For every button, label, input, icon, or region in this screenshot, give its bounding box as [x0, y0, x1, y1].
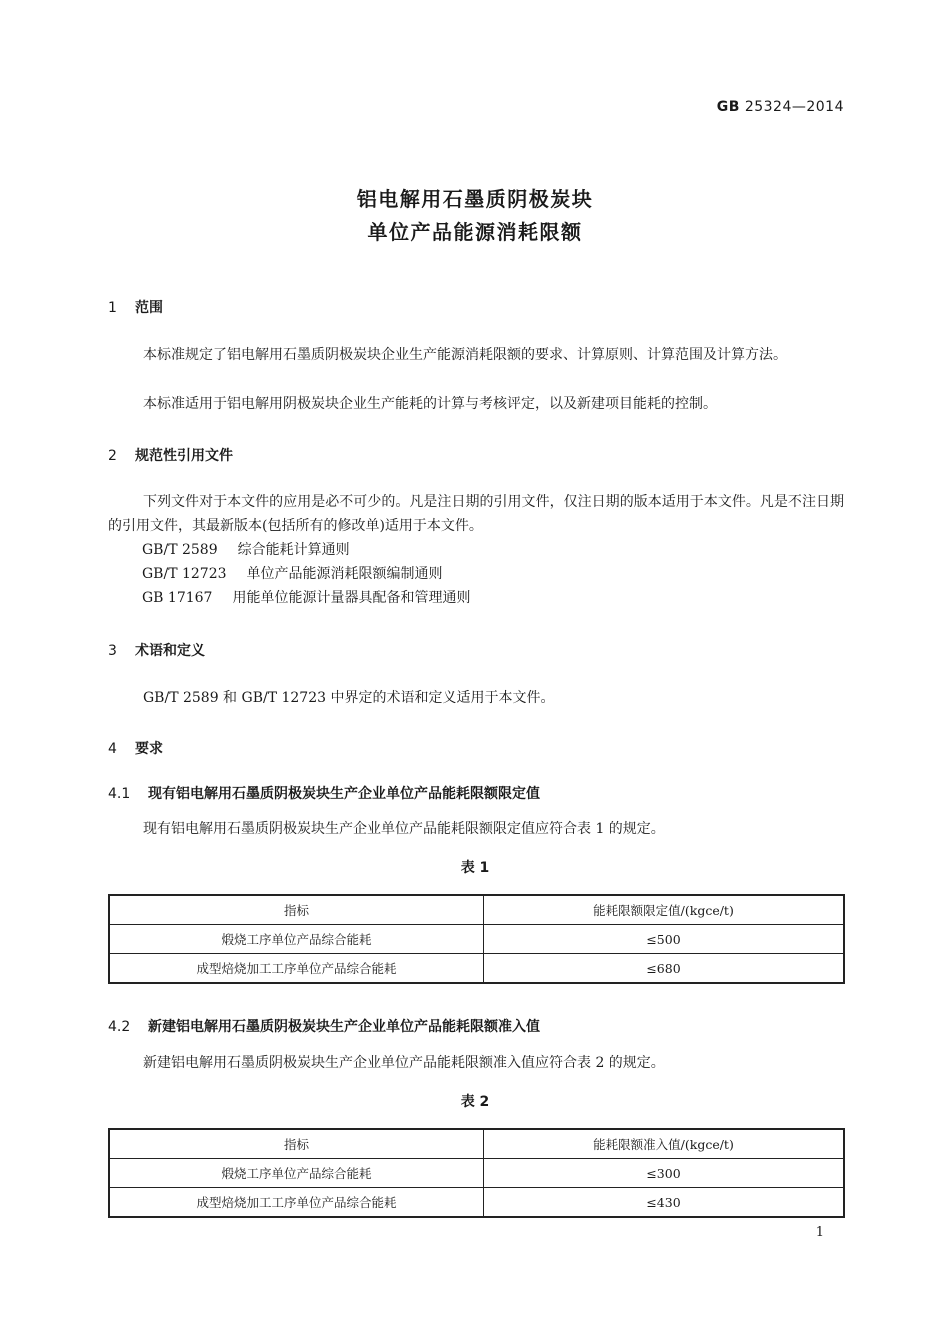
standard-number: GB 25324—2014 — [716, 99, 844, 115]
table-header-cell: 指标 — [109, 1129, 484, 1159]
table-header-cell: 能耗限额限定值/(kgce/t) — [484, 895, 845, 925]
table-header-row — [109, 1129, 844, 1159]
table-cell: 煅烧工序单位产品综合能耗 — [109, 925, 484, 954]
doc-title-line1: 铝电解用石墨质阴极炭块 — [356, 187, 594, 211]
table-row — [109, 925, 844, 954]
table-header-cell: 指标 — [109, 895, 484, 925]
section-2-para-1: 下列文件对于本文件的应用是必不可少的。凡是注日期的引用文件，仅注日期的版本适用于本文件。凡是不注日期的引用文件，其最新版本(包括所有的修改单)适用于本文件。 — [108, 494, 844, 534]
reference-item: GB/T 12723 单位产品能源消耗限额编制通则 — [142, 566, 443, 582]
section-1-para-2: 本标准适用于铝电解用阴极炭块企业生产能耗的计算与考核评定，以及新建项目能耗的控制。 — [143, 396, 717, 412]
table-1 — [108, 894, 845, 984]
table-cell: ≤430 — [484, 1188, 845, 1218]
section-4-2-para: 新建铝电解用石墨质阴极炭块生产企业单位产品能耗限额准入值应符合表 2 的规定。 — [143, 1055, 665, 1071]
table-row — [109, 1188, 844, 1218]
table-cell: ≤500 — [484, 925, 845, 954]
table-2-caption: 表 2 — [460, 1094, 490, 1110]
section-3-heading: 3 术语和定义 — [108, 643, 205, 659]
table-cell: ≤680 — [484, 954, 845, 984]
table-cell: 煅烧工序单位产品综合能耗 — [109, 1159, 484, 1188]
table-row — [109, 954, 844, 984]
section-3-para-1: GB/T 2589 和 GB/T 12723 中界定的术语和定义适用于本文件。 — [143, 690, 555, 706]
table-row — [109, 1159, 844, 1188]
table-cell: ≤300 — [484, 1159, 845, 1188]
section-4-1-para: 现有铝电解用石墨质阴极炭块生产企业单位产品能耗限额限定值应符合表 1 的规定。 — [143, 821, 665, 837]
page-number: 1 — [815, 1225, 824, 1240]
doc-title-line2: 单位产品能源消耗限额 — [367, 220, 583, 244]
section-4-1-heading: 4.1 现有铝电解用石墨质阴极炭块生产企业单位产品能耗限额限定值 — [108, 786, 540, 802]
table-1-caption: 表 1 — [460, 860, 490, 876]
table-cell: 成型焙烧加工工序单位产品综合能耗 — [109, 1188, 484, 1218]
table-2 — [108, 1128, 845, 1218]
table-cell: 成型焙烧加工工序单位产品综合能耗 — [109, 954, 484, 984]
section-2-heading: 2 规范性引用文件 — [108, 448, 233, 464]
section-4-heading: 4 要求 — [108, 741, 163, 757]
table-header-cell: 能耗限额准入值/(kgce/t) — [484, 1129, 845, 1159]
table-header-row — [109, 895, 844, 925]
section-4-2-heading: 4.2 新建铝电解用石墨质阴极炭块生产企业单位产品能耗限额准入值 — [108, 1019, 540, 1035]
reference-item: GB 17167 用能单位能源计量器具配备和管理通则 — [142, 590, 471, 606]
section-1-heading: 1 范围 — [108, 300, 163, 316]
reference-item: GB/T 2589 综合能耗计算通则 — [142, 542, 350, 558]
section-1-para-1: 本标准规定了铝电解用石墨质阴极炭块企业生产能源消耗限额的要求、计算原则、计算范围及计算方法。 — [143, 347, 787, 363]
